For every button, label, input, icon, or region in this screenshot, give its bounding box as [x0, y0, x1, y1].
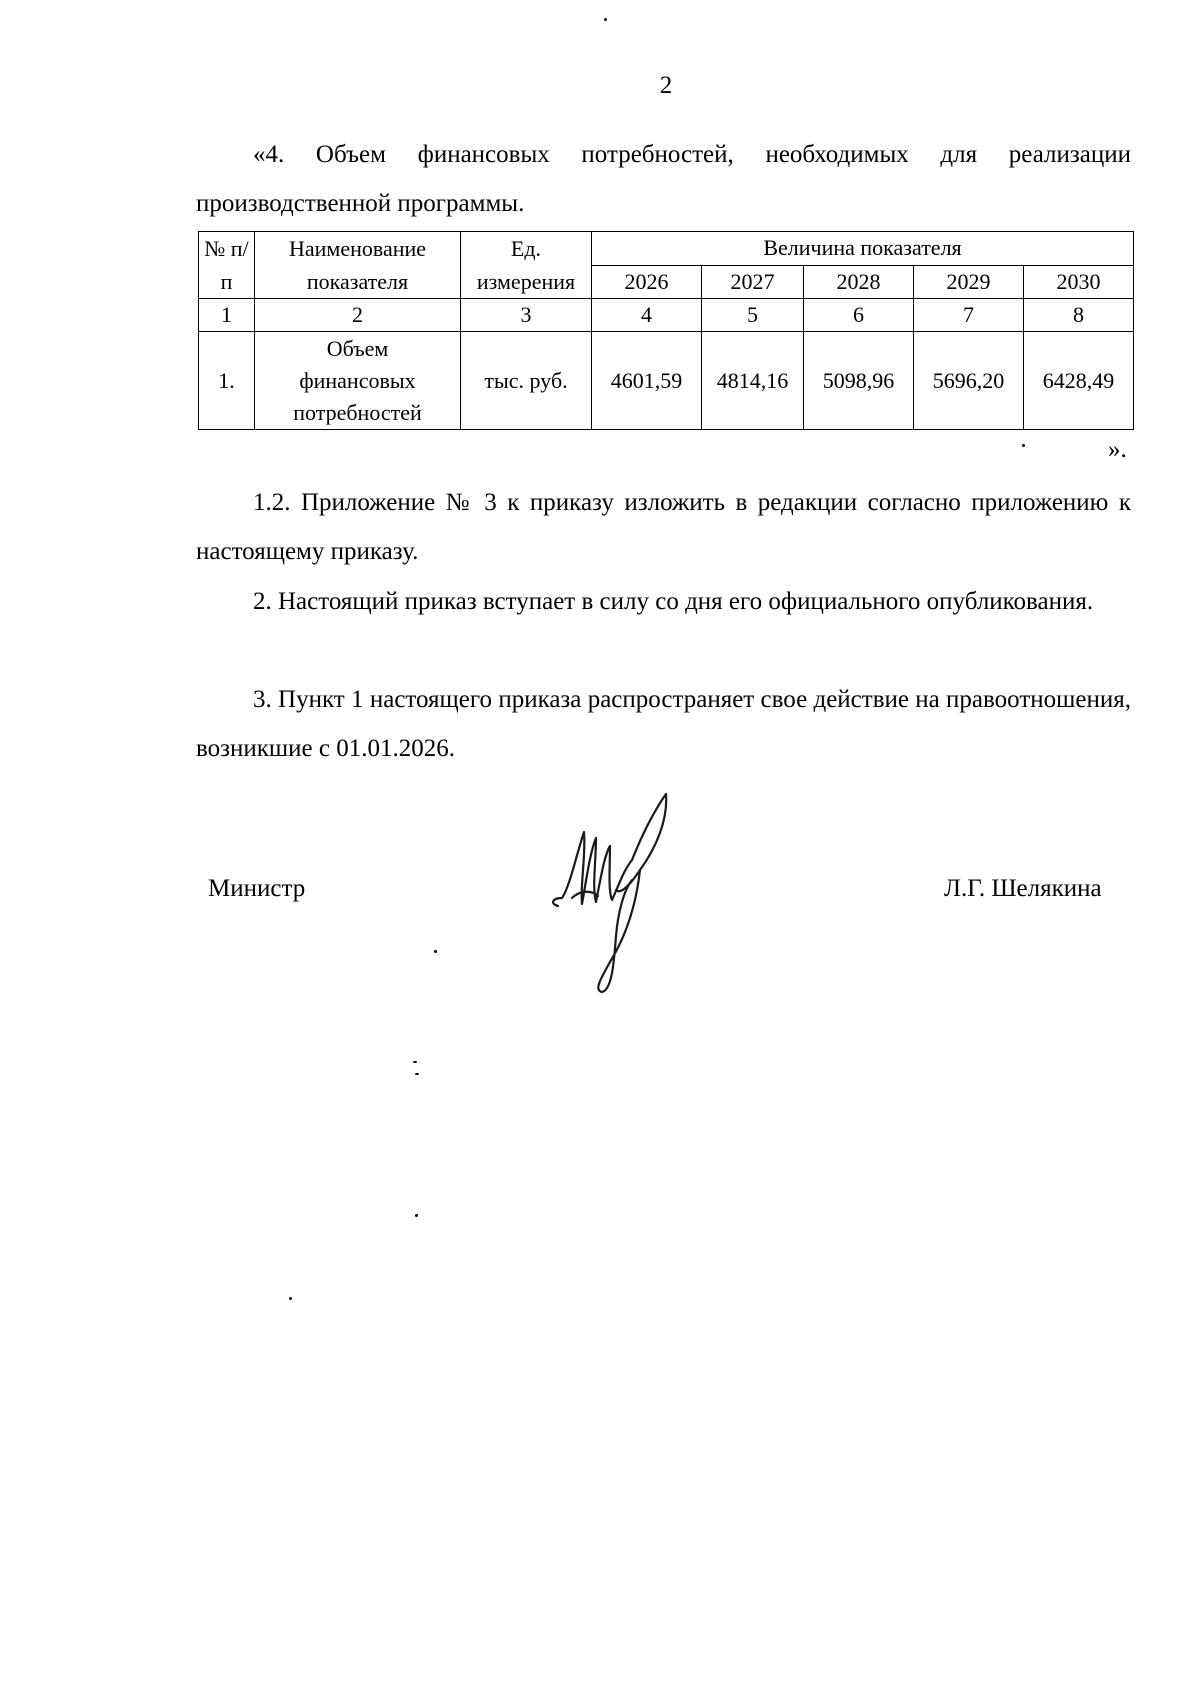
handwritten-signature	[540, 786, 680, 996]
column-number: 3	[461, 299, 592, 332]
table-header-row	[199, 232, 1134, 266]
scan-speck	[415, 1073, 419, 1075]
row-value: 6428,49	[1024, 332, 1134, 430]
signer-name: Л.Г. Шелякина	[944, 875, 1102, 902]
column-number: 7	[914, 299, 1024, 332]
row-num: 1.	[199, 332, 255, 430]
paragraph-1-2: 1.2. Приложение № 3 к приказу изложить в редакции согласно приложению к настоящему приказу.	[196, 489, 1131, 565]
section-4-heading: «4. Объем финансовых потребностей, необходимых для реализации производственной программы.	[196, 141, 1131, 217]
column-number: 6	[804, 299, 914, 332]
scan-speck	[413, 1061, 417, 1063]
paragraph-3: 3. Пункт 1 настоящего приказа распространяет свое действие на правоотношения, возникшие с 01.01.2026.	[196, 686, 1131, 762]
header-name: Наименование показателя	[255, 232, 461, 299]
row-name: Объем финансовых потребностей	[255, 332, 461, 430]
scan-speck	[434, 950, 437, 953]
page-number: 2	[659, 72, 673, 99]
header-value-group: Величина показателя	[592, 232, 1134, 266]
scan-speck	[1022, 444, 1025, 447]
header-year: 2027	[702, 265, 804, 299]
column-number: 2	[255, 299, 461, 332]
financial-needs-table	[198, 231, 1134, 430]
signer-position: Министр	[208, 875, 306, 902]
column-numbers-row	[199, 299, 1134, 332]
column-number: 5	[702, 299, 804, 332]
column-number: 8	[1024, 299, 1134, 332]
header-year: 2029	[914, 265, 1024, 299]
column-number: 1	[199, 299, 255, 332]
paragraph-2: 2. Настоящий приказ вступает в силу со дня его официального опубликования.	[253, 588, 1094, 615]
header-year: 2028	[804, 265, 914, 299]
scan-speck	[604, 18, 607, 21]
header-num: № п/п	[199, 232, 255, 299]
column-number: 4	[592, 299, 702, 332]
scan-speck	[289, 1297, 292, 1300]
row-value: 5098,96	[804, 332, 914, 430]
header-year: 2030	[1024, 265, 1134, 299]
table-row	[199, 332, 1134, 430]
row-value: 4814,16	[702, 332, 804, 430]
row-unit: тыс. руб.	[461, 332, 592, 430]
header-year: 2026	[592, 265, 702, 299]
row-value: 4601,59	[592, 332, 702, 430]
scan-speck	[415, 1214, 418, 1217]
row-value: 5696,20	[914, 332, 1024, 430]
closing-quote: ».	[1108, 436, 1127, 463]
header-unit: Ед. измерения	[461, 232, 592, 299]
